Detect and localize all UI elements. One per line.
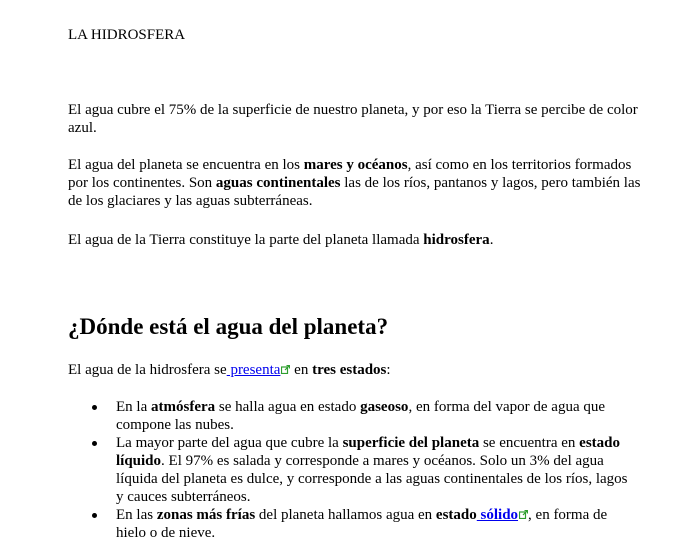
bold-text: atmósfera (151, 399, 216, 415)
intro-paragraph-1: El agua cubre el 75% de la superficie de nuestro planeta, y por eso la Tierra se percibe de color azul. (68, 102, 638, 136)
solido-link[interactable]: sólido (476, 507, 519, 523)
bold-text: estado (435, 507, 477, 523)
text: , en forma de hielo o de nieve. (116, 507, 608, 541)
text: se encuentra en (479, 435, 580, 451)
text: . El 97% es salada y corresponde a mares y océanos. Solo un 3% del agua líquida del planeta es dulce, y corresponde a las aguas continentales de los ríos, lagos y cauces subterráneos. (116, 453, 628, 505)
text: El agua de la Tierra constituye la parte del planeta llamada (68, 232, 424, 248)
text: En las (116, 507, 157, 523)
intro-paragraph-3 (68, 231, 648, 249)
text: , así como en los territorios formados por los continentes. Son (68, 157, 632, 191)
text: El agua de la hidrosfera se (68, 362, 227, 378)
text: en (290, 362, 313, 378)
text: : (386, 362, 391, 378)
page-title: LA HIDROSFERA (68, 27, 186, 43)
section-heading: ¿Dónde está el agua del planeta? (68, 314, 389, 339)
bold-text: hidrosfera (423, 232, 490, 248)
text: se halla agua en estado (215, 399, 361, 415)
bold-text: tres estados (312, 362, 387, 378)
bold-text: mares y océanos (303, 157, 408, 173)
intro-paragraph-2 (68, 156, 648, 210)
external-link-icon[interactable] (519, 510, 528, 519)
presenta-link[interactable]: presenta (226, 362, 281, 378)
list-item (68, 506, 638, 542)
list-item (68, 398, 638, 434)
section-lead-paragraph (68, 361, 648, 379)
text: , en forma del vapor de agua que compone las nubes. (116, 399, 606, 433)
text: La mayor parte del agua que cubre la (116, 435, 343, 451)
states-list (68, 398, 638, 542)
bold-text: estado líquido (116, 435, 621, 469)
bold-text: zonas más frías (156, 507, 256, 523)
bold-text: superficie del planeta (342, 435, 480, 451)
bold-text: aguas continentales (215, 175, 341, 191)
text: El agua del planeta se encuentra en los (68, 157, 304, 173)
bold-text: gaseoso (360, 399, 409, 415)
text: del planeta hallamos agua en (255, 507, 436, 523)
text: . (489, 232, 494, 248)
text: En la (116, 399, 151, 415)
text: las de los ríos, pantanos y lagos, pero también las de los glaciares y las aguas subterráneas. (68, 175, 641, 209)
list-item (68, 434, 638, 506)
